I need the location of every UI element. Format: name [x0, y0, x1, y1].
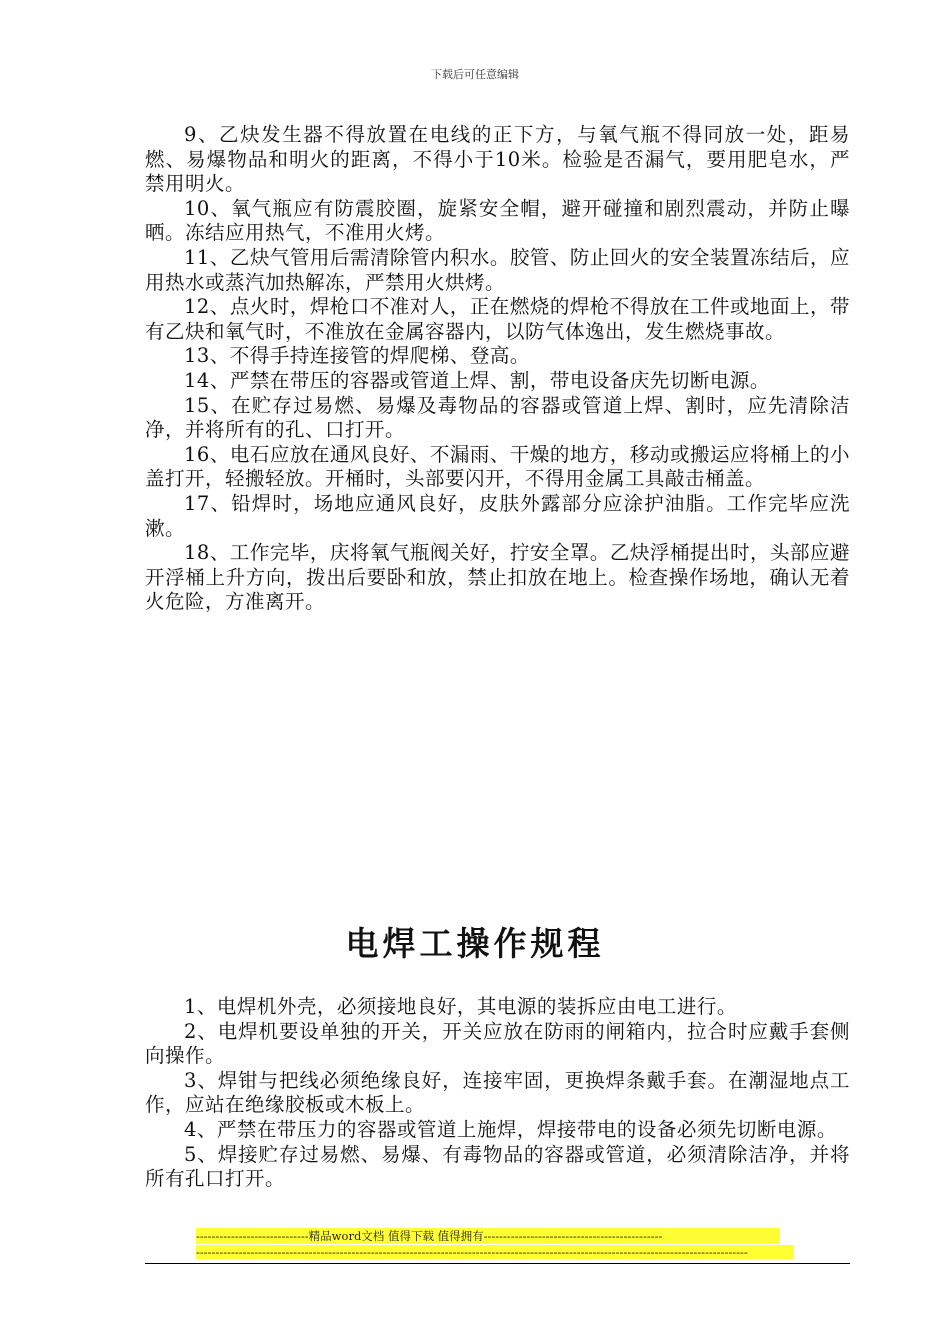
rule-paragraph: 1、电焊机外壳，必须接地良好，其电源的装拆应由电工进行。: [184, 995, 737, 1018]
section-electric-welding-rules: [145, 995, 850, 1192]
rule-paragraph: 4、严禁在带压力的容器或管道上施焊，焊接带电的设备必须先切断电源。: [184, 1117, 837, 1141]
section-title: 电焊工操作规程: [345, 924, 605, 963]
rule-paragraph: 2、电焊机要设单独的开关，开关应放在防雨的闸箱内，拉合时应戴手套侧向操作。: [145, 1019, 850, 1068]
header-note: 下载后可任意编辑: [431, 68, 519, 81]
rule-paragraph: 12、点火时，焊枪口不准对人，正在燃烧的焊枪不得放在工件或地面上，带有乙炔和氧气时，不准放在金属容器内，以防气体逸出，发生燃烧事故。: [145, 295, 850, 343]
footer-dashes: ----------------------------------------------------------------------------------------------------------------------------------------------: [196, 1245, 794, 1259]
footer-rule: [145, 1263, 850, 1264]
rule-paragraph: 11、乙炔气管用后需清除管内积水。胶管、防止回火的安全装置冻结后，应用热水或蒸汽加热解冻，严禁用火烘烤。: [145, 245, 850, 294]
rule-paragraph: 5、焊接贮存过易燃、易爆、有毒物品的容器或管道，必须清除洁净，并将所有孔口打开。: [145, 1142, 850, 1191]
rule-paragraph: 17、铅焊时，场地应通风良好，皮肤外露部分应涂护油脂。工作完毕应洗漱。: [145, 491, 850, 540]
rule-paragraph: 15、在贮存过易燃、易爆及毒物品的容器或管道上焊、割时，应先清除洁净，并将所有的孔、口打开。: [145, 393, 850, 442]
section-gas-welding-rules: [145, 123, 850, 615]
rule-paragraph: 16、电石应放在通风良好、不漏雨、干燥的地方，移动或搬运应将桶上的小盖打开，轻搬轻放。开桶时，头部要闪开，不得用金属工具敲击桶盖。: [145, 442, 850, 491]
rule-paragraph: 14、严禁在带压的容器或管道上焊、割，带电设备庆先切断电源。: [184, 368, 770, 392]
rule-paragraph: 3、焊钳与把线必须绝缘良好，连接牢固，更换焊条戴手套。在潮湿地点工作，应站在绝缘胶板或木板上。: [145, 1068, 850, 1117]
rule-paragraph: 10、氧气瓶应有防震胶圈，旋紧安全帽，避开碰撞和剧烈震动，并防止曝晒。冻结应用热气，不准用火烤。: [145, 196, 850, 245]
rule-paragraph: 18、工作完毕，庆将氧气瓶阀关好，拧安全罩。乙炔浮桶提出时，头部应避开浮桶上升方向，拨出后要卧和放，禁止扣放在地上。检查操作场地，确认无着火危险，方准离开。: [145, 541, 850, 614]
footer-banner: -----------------------------精品word文档 值得下载 值得拥有----------------------------------------------: [196, 1228, 780, 1244]
rule-paragraph: 13、不得手持连接管的焊爬梯、登高。: [184, 344, 530, 368]
rule-paragraph: 9、乙炔发生器不得放置在电线的正下方，与氧气瓶不得同放一处，距易燃、易爆物品和明火的距离，不得小于10米。检验是否漏气，要用肥皂水，严禁用明火。: [145, 123, 850, 196]
